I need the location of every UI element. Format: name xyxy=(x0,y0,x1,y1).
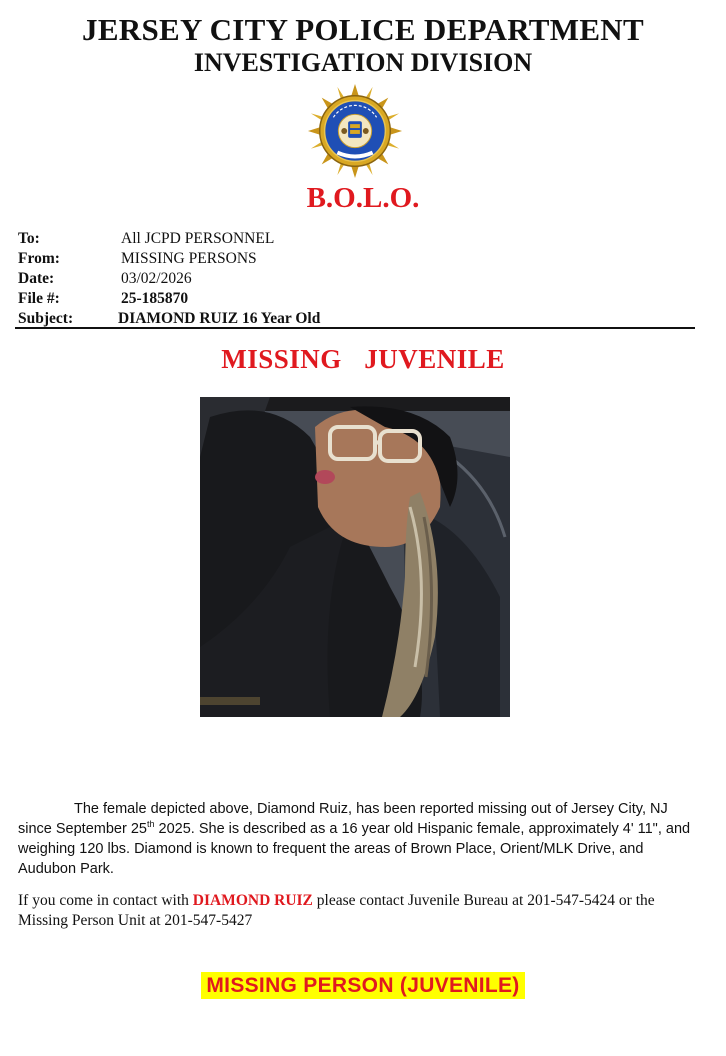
police-badge-icon xyxy=(306,82,404,180)
footer-banner-wrap xyxy=(0,972,726,999)
contact-subject-name: DIAMOND RUIZ xyxy=(192,892,313,909)
division-title: INVESTIGATION DIVISION xyxy=(193,48,533,77)
description-ordinal-suffix: th xyxy=(146,819,155,830)
memo-divider xyxy=(15,327,695,329)
memo-from-value: MISSING PERSONS xyxy=(121,250,257,267)
description-part-2: 2025. She is described as a 16 year old Hispanic female, approximately 4' 11", and weighing 120 lbs. Diamond is known to frequent the areas of Brown Place, Orient/MLK Drive, and Audubon Park. xyxy=(18,821,691,877)
memo-to-label: To: xyxy=(18,230,40,247)
memo-to-value: All JCPD PERSONNEL xyxy=(121,230,275,247)
missing-person-photo xyxy=(200,397,510,717)
description-part-1: The female depicted above, Diamond Ruiz, has been reported missing out of Jersey City, NJ since September 25 xyxy=(18,801,668,837)
contact-details: please contact Juvenile Bureau at 201-547-5424 or the Missing Person Unit at 201-547-5427 xyxy=(18,892,655,929)
missing-person-banner: MISSING PERSON (JUVENILE) xyxy=(201,972,524,999)
department-title: JERSEY CITY POLICE DEPARTMENT xyxy=(82,12,644,47)
memo-subject-value: DIAMOND RUIZ 16 Year Old xyxy=(118,310,321,327)
memo-file-label: File #: xyxy=(18,290,60,307)
contact-intro: If you come in contact with xyxy=(18,892,193,909)
bolo-heading: B.O.L.O. xyxy=(306,182,420,214)
memo-subject-label: Subject: xyxy=(18,310,74,327)
memo-file-value: 25-185870 xyxy=(121,290,189,307)
memo-date-label: Date: xyxy=(18,270,55,287)
contact-paragraph xyxy=(18,891,708,931)
memo-date-value: 03/02/2026 xyxy=(121,270,192,287)
memo-from-label: From: xyxy=(18,250,60,267)
description-paragraph xyxy=(18,799,698,879)
missing-juvenile-heading: MISSING JUVENILE xyxy=(221,344,505,374)
